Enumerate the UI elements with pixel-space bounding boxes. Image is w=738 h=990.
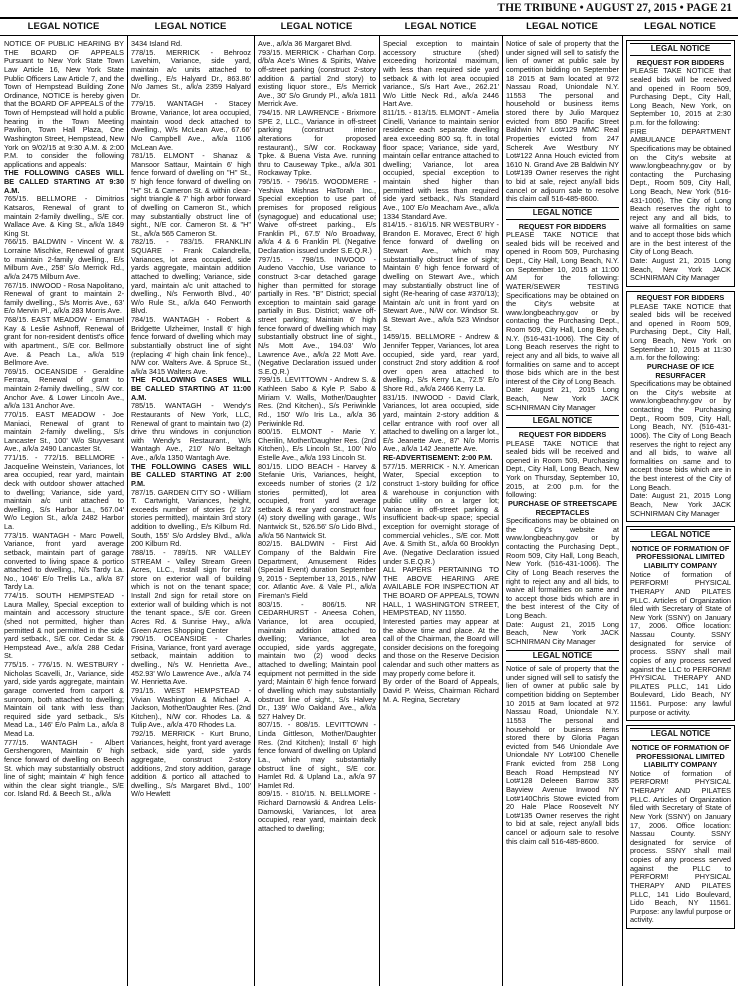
- sale-notice: Notice of sale of property that the under signed will sell to satisfy the lien of owner at public sale by competition bidding on September 18 2015 at 9am located at 972 Nassau Road, Uniondale N.Y. 11553 The personal and household or business items stored there by Julio Marquez evicted from 850 Pacific Street Baldwin NY Lot#129 MMC Real Properties evicted from 247 Scherek Ave Westbury NY Lot#122 Anna Houch evicted from 1610 N. Grand Ave 2B Baldwin NY Lot#139 Owner reserves the right to bid at sale, reject any/all bids cancel or adjourn sale to resolve this claim call 516-485-8600.: [506, 40, 619, 204]
- column-headers: [0, 20, 738, 34]
- case-item: 795/15. - 796/15. WOODMERE - Yeshiva Mishnas HaTorah Inc., Special exception to use part of premises for proposed religious (synagogue) and educational use; Waive off-street parking., E/s Franklin Pl., 67.5' N/o Broadway, a/k/a 4 & 6 Franklin Pl. (Negative Declaration issued under S.E.Q.R.): [258, 177, 376, 255]
- call-time-heading: THE FOLLOWING CASES WILL BE CALLED STARTING AT 2:00 P.M.: [131, 461, 251, 488]
- column-6: [626, 40, 735, 986]
- case-item: 779/15. WANTAGH - Stacey Browne, Variance, lot area occupied, maintain wood deck attached to dwelling., W/s McLean Ave., 67.66' N/o Campbell Ave., a/k/a 1106 McLean Ave.: [131, 99, 251, 152]
- case-item: 577/15. MERRICK - N.Y. American Water, Special exception to construct 1-story building for office & warehouse in conjunction with public utility on a larger lot; Variance in off-street parking & insufficient back-up space; special exception for overnight storage of commercial vehicles., S/E cor. Mott Ave. & Smith St., a/k/a 60 Brooklyn Ave. (Negative Declaration issued under S.E.Q.R.): [383, 461, 499, 566]
- sale-notice: Notice of sale of property that the under signed will sell to satisfy the lien of owner at public sale by competition bidding on September 10 2015 at 9am located at 972 Nassau Road, Uniondale N.Y. 11553 The personal and household or business items stored there by Gloria Pagan evicted from 546 Uniondale Ave Uniondale NY Lot#100 Chenelle Frank evicted from 258 Long Beach Road Hempstead NY Lot#128 Deleeen Barrow 335 Bayview Avenue Inwood NY Lot#140Chris Stowe evicted from 20 Hale Place Roosevelt NY Lot#135 Owner reserves the right to bid at sale, reject any/all bids cancel or adjourn sale to resolve this claim call 516-485-8600.: [506, 664, 619, 846]
- case-item: 770/15. EAST MEADOW - Joe Maniaci, Renewal of grant to maintain 2-family dwelling., S/s Lancaster St., 100' W/o Stuyvesant Ave., a/k/a 2490 Lancaster St.: [4, 409, 124, 454]
- bid-body: PLEASE TAKE NOTICE that sealed bids will be received and opened in Room 509, Purchasing Dept., City Hall, Long Beach, New York on September 10, 2015 at 11:30 a.m. for the following:: [630, 301, 731, 363]
- formation-title: NOTICE OF FORMATION OF PROFESSIONAL LIMITED LIABILITY COMPANY: [631, 543, 730, 570]
- formation-title: NOTICE OF FORMATION OF PROFESSIONAL LIMITED LIABILITY COMPANY: [631, 742, 730, 770]
- bid-item: FIRE DEPARTMENT AMBULANCE: [630, 126, 731, 145]
- column-header: LEGAL NOTICE: [644, 21, 716, 32]
- notice-heading: LEGAL NOTICE: [630, 728, 731, 741]
- case-item: 787/15. GARDEN CITY SO - William T. Cartwright, Variances, height, exceeds number of stories (2 1/2 stories permitted), maintain 3rd story addition to dwelling., E/s Kilburn Rd. South, 155' S/o Ardsley Blvd., a/k/a 200 Kilburn Rd.: [131, 487, 251, 549]
- notice-heading: LEGAL NOTICE: [506, 415, 619, 428]
- case-item: 794/15. NR LAWRENCE - Brixmore SPE 2, LLC., Variance in off-street parking (construct interior alterations for proposed restaurant)., S/W cor. Rockaway Tpke. & Buena Vista Ave. running thru to Causeway Tpke., a/k/a 301 Rockaway Tpke.: [258, 108, 376, 178]
- bid-title: REQUEST FOR BIDDERS: [636, 292, 725, 302]
- bid-signature: Date: August 21, 2015 Long Beach, New York JACK SCHNIRMAN City Manager: [630, 256, 731, 283]
- formation-body: Notice of formation of PERFORM! PHYSICAL THERAPY AND PILATES PLLC. Articles of Organization filed with Secretary of State of New York (SSNY) on January 17, 2006. Office location: Nassau County. SSNY designated for service of process. SSNY shall mail copies of any process served against the PLLC to PERFORM! PHYSICAL THERAPY AND PILATES PLLC, 141 Lido Boulevard, Lido Beach, NY 11561. Purpose: any lawful purpose or activity.: [630, 768, 731, 925]
- column-header: LEGAL NOTICE: [404, 21, 477, 32]
- case-item: 767/15. INWOOD - Rosa Napolitano, Renewal of grant to maintain 2-family dwelling., S/s Morris Ave., 63' E/o Mervin Pl., a/k/a 283 Morris Ave.: [4, 280, 124, 316]
- header-rule: [0, 17, 738, 19]
- column-1: [4, 40, 124, 986]
- case-item: 814/15. - 816/15. NR WESTBURY - Brandon E. Moravec, Erect 6' high fence forward of dwelling on Stewart Ave., which may substantially obstruct line of sight; Maintain 6' high fence forward of dwelling on Stewart Ave., which may substantially obstruct line of sight (Re-hearing of case #370/13); Maintain a/c unit in front yard on Stewart Ave., N/W cor. Windsor St. & Stewart Ave., a/k/a 523 Windsor St.: [383, 220, 499, 333]
- notice-box: [626, 40, 735, 287]
- column-divider: [379, 36, 380, 986]
- bid-signature: Date: August 21, 2015 Long Beach, New York JACK SCHNIRMAN City Manager: [630, 491, 731, 518]
- masthead: THE TRIBUNE • AUGUST 27, 2015 • PAGE 21: [497, 2, 732, 14]
- call-time-heading: THE FOLLOWING CASES WILL BE CALLED STARTING AT 11:00 A.M.: [131, 375, 251, 402]
- case-item: 781/15. ELMONT - Shanaz & Mansoor Sattaur, Maintain 6' high fence forward of dwelling on "H" St., 5' high fence forward of dwelling on "H" St. & Cameron St. & within clear-sight triangle & 7' high arbor forward of dwelling on Cameron St., which may substantially obstruct line of sight., N/E cor. Cameron St. & "H" St., a/k/a 565 Cameron St.: [131, 151, 251, 238]
- papers-notice: ALL PAPERS PERTAINING TO THE ABOVE HEARING ARE AVAILABLE FOR INSPECTION AT THE BOARD OF APPEALS, TOWN HALL, 1 WASHINGTON STREET, HEMPSTEAD, NY 11550.: [383, 565, 499, 618]
- bid-title: REQUEST FOR BIDDERS: [518, 429, 607, 439]
- call-time-heading: RE-ADVERTISEMENT: 2:00 P.M.: [383, 453, 493, 462]
- formation-body: Notice of formation of PERFORM! PHYSICAL THERAPY AND PILATES PLLC. Articles of Organization filed with Secretary of State of New York (SSNY) on January 17, 2006. Office location: Nassau County. SSNY designated for service of process. SSNY shall mail copies of any process served against the LLC to PERFORM! PHYSICAL THERAPY AND PILATES PLLC, 141 Lido Boulevard, Lido Beach, NY 11561. Purpose: any lawful purpose or activity.: [630, 569, 731, 717]
- column-3: [258, 40, 376, 986]
- case-item: 782/15. - 783/15. FRANKLIN SQUARE - Frank Calandrella, Variances, lot area occupied, side yards aggregate, maintain addition attached to dwelling; Variance, side yard, maintain a/c unit attached to dwelling., N/s Fenworth Blvd., 40' W/o Rule St., a/k/a 640 Fenworth Blvd.: [131, 237, 251, 316]
- case-item: 801/15. LIDO BEACH - Harvey & Stefanie Uris, Variances, height, exceeds number of stories (2 1/2 stories permitted), lot area occupied, front yard average setback & rear yard construct four (4) story dwelling with garage., W/s Nantwick St., 526.56' S/o Lido Blvd., a/k/a 56 Nantwick St.: [258, 461, 376, 540]
- column-divider: [622, 36, 623, 986]
- case-item: 800/15. ELMONT - Marie Y. Cherilin, Mother/Daughter Res. (2nd Kitchen)., E/s Lincoln St., 100' N/o Estelle Ave., a/k/a 193 Lincoln St.: [258, 427, 376, 462]
- case-item: 765/15. BELLMORE - Dimitrios Katsaros, Renewal of grant to maintain 2-family dwelling., S/E cor. Wallace Ave. & King St., a/k/a 1849 King St.: [4, 194, 124, 238]
- case-item: 793/15. MERRICK - Charhan Corp. d/b/a Ace's Wines & Spirits, Waive off-street parking (construct 2-story addition & partial 2nd story) to existing liquor store., E/s Merrick Ave., 30' S/o Grundy Pl., a/k/a 1811 Merrick Ave.: [258, 47, 376, 109]
- column-divider: [502, 36, 503, 986]
- column-header: LEGAL NOTICE: [280, 21, 353, 32]
- header-rule-bottom: [0, 35, 738, 36]
- case-item: 773/15. WANTAGH - Marc Powell, Variance, front yard average setback, maintain part of garage converted to living space & portico attached to dwelling., N/s Tardy La. No., 1046' E/o Trellis La., a/k/a 87 Tardy La.: [4, 530, 124, 592]
- case-item: 766/15. BALDWIN - Vincent W. & Lorraine Mischke, Renewal of grant to maintain 2-family dwelling., E/s Milburn Ave., 258' S/o Merrick Rd., a/k/a 2475 Milburn Ave.: [4, 237, 124, 281]
- case-item: 807/15. - 808/15. LEVITTOWN - Linda Gittleson, Mother/Daughter Res. (2nd Kitchen); Install 6' high fence forward of dwelling on Upland La., which may substantially obstruct line of sight., S/E cor. Hamlet Rd. & Upland La., a/k/a 97 Hamlet Rd.: [258, 720, 376, 790]
- case-item: 809/15. - 810/15. N. BELLMORE - Richard Darnowski & Andrea Lelis-Darnowski, Variances, lot area occupied, rear yard, maintain deck attached to dwelling;: [258, 789, 376, 833]
- case-item: 831/15. INWOOD - David Clark, Variances, lot area occupied, side yard, maintain 2-story addition & cellar entrance with roof over all attached to dwelling on a larger lot., E/s Jeanette Ave., 87' N/o Morris Ave., a/k/a 142 Jeanette Ave.: [383, 392, 499, 454]
- case-item: 791/15. WEST HEMPSTEAD - Vivian Washington & Michael A. Jackson, Mother/Daughter Res. (2nd Kitchen)., N/W cor. Rhodes La. & Tulip Ave., a/k/a 470 Rhodes La.: [131, 685, 251, 730]
- case-item: 788/15. - 789/15. NR VALLEY STREAM - Valley Stream Green Acres, LLC., Install sign for retail store on exterior wall of building which is not on the tenant space; Install 2nd sign for retail store on exterior wall of building which is not the tenant space., S/E cor. Green Acres Rd. & Sunrise Hwy., a/k/a Green Acres Shopping Center: [131, 547, 251, 635]
- case-item: 3434 Island Rd.: [131, 40, 183, 48]
- bid-signature: Date: August 21, 2015 Long Beach, New York JACK SCHNIRMAN City Manager: [506, 619, 619, 646]
- column-header: LEGAL NOTICE: [526, 21, 598, 32]
- interested-parties: Interested parties may appear at the above time and place. At the call of the Chairman, the Board will consider decisions on the foregoing and those on the Reserve Decision calendar and such other matters as may properly come before it.: [383, 616, 499, 678]
- bid-item: PURCHASE OF STREETSCAPE RECEPTACLES: [507, 498, 618, 517]
- bid-body: PLEASE TAKE NOTICE that sealed bids will be received and opened in Room 509, Purchasing Dept., City Hall, Long Beach, New York, on September 10, 2015 at 2:30 p.m. for the following:: [630, 66, 731, 127]
- bid-body: Specifications may be obtained on the City's website at www.longbeachny.gov or by contacting the Purchasing Dept., Room 509, City Hall, Long Beach, NY. (516-431-1006). The City of Long Beach reserves the right to reject any and all bids, to waive all formalities on same and to accept those bids which are in the best interest of the City of Long Beach.: [630, 379, 732, 492]
- bid-body: Specifications may be obtained on the City's website at www.longbeachny.gov or by contacting the Purchasing Dept., Room 509, City Hall, Long Beach, New York. (516-431-1006). The City of Long Beach reserves the right to reject any and all bids, to waive all formalities on same and to accept those bids which are in the best interest of the City of Long Beach.: [506, 516, 619, 620]
- column-divider: [254, 36, 255, 986]
- case-item: Ave., a/k/a 36 Margaret Blvd.: [258, 40, 352, 48]
- case-item: 775/15. - 776/15. N. WESTBURY - Nicholas Scavelli, Jr., Variance, side yard, side yards aggregate, maintain garage converted from carport & sunroom, both attached to dwelling; Maintain oil tank with less than required side yard setback., S/s Mead La., 146' E/o Palm La., a/k/a 8 Mead La.: [4, 660, 124, 738]
- case-item: 768/15. EAST MEADOW - Emanuel Kay & Leslie Ashnoff, Renewal of grant for non-resident dentist's office with apartment., S/E cor. Bellmore Ave. & Peach La., a/k/a 519 Bellmore Ave.: [4, 315, 124, 368]
- case-item: 778/15. MERRICK - Behrooz Lavehim, Variance, side yard, maintain a/c units attached to dwelling., E/s Halyard Dr., 863.86' N/o James St., a/k/a 2359 Halyard Dr.: [131, 47, 251, 100]
- bid-body: PLEASE TAKE NOTICE that sealed bids will be received and opened in Room 509, Purchasing Dept., City Hall, Long Beach, New York on Thursday, September 10, 2015, at 2:00 p.m. for the following:: [506, 438, 619, 500]
- case-item: 769/15. OCEANSIDE - Geraldine Ferrara, Renewal of grant to maintain 2-family dwelling., S/W cor. Anchor Ave. & Lower Lincoln Ave., a/k/a 131 Anchor Ave.: [4, 366, 124, 411]
- case-item: Special exception to maintain accessory structure (shed) exceeding horizontal maximum, with less than required side yard setback & with lot area occupied variance., S/s Hart Ave., 262.21' W/o Little Neck Rd., a/k/a 2446 Hart Ave.: [383, 40, 499, 109]
- case-item: 799/15. LEVITTOWN - Andrew S. & Kathleen Sabo & Kyle P. Sabo & Miriam V. Walls, Mother/Daughter Res. (2nd Kitchen)., S/s Periwinkle Rd., 150' W/o Iris La., a/k/a 36 Periwinkle Rd.: [258, 375, 376, 428]
- column-5: [506, 40, 619, 986]
- notice-heading: LEGAL NOTICE: [506, 650, 619, 663]
- case-item: 811/15. - 813/15. ELMONT - Amelia Cinelli, Variance to maintain senior residence each separate dwelling area exceeding 800 sq. ft. in total floor space; Variance, side yard, maintain cellar entrance attached to dwelling; Variance, lot area occupied, special exception to maintain shed higher than permitted with less than required side yard setback., N/s Standard Ave., 100' E/o Meacham Ave., a/k/a 1334 Standard Ave.: [383, 108, 499, 221]
- column-divider: [127, 36, 128, 986]
- case-item: 777/15. WANTAGH - Albert Gershengoren, Maintain 6' high fence forward of dwelling on Beech St. which may substantially obstruct line of sight; maintain 4' high fence within the clear sight triangle., S/E cor. Island Rd. & Beech St., a/k/a: [4, 737, 124, 799]
- bid-title: REQUEST FOR BIDDERS: [636, 57, 725, 67]
- notice-heading: LEGAL NOTICE: [506, 207, 619, 220]
- case-item: 774/15. SOUTH HEMPSTEAD - Laura Malley, Special exception to maintain and accessory structure (shed not permitted, higher than permitted & not permitted in the side yard setback., S/E cor. Cedar St. & Hempstead Ave., a/k/a 288 Cedar St.: [4, 591, 124, 661]
- hearing-intro: NOTICE OF PUBLIC HEARING BY THE BOARD OF APPEALS Pursuant to New York State Town Law Article 16, New York State Public Officers Law Article 7, and the Town of Hempstead Building Zone Ordinance, NOTICE is hereby given that the BOARD OF APPEALS of the Town of Hempstead will hold a public hearing in the Town Meeting Pavilion, Town Hall Plaza, One Washington Street, Hempstead, New York on 9/02/15 at 9:30 A.M. & 2:00 P.M. to consider the following applications and appeals:: [4, 40, 124, 169]
- case-item: 803/15. - 806/15. NR CEDARHURST - Aneesa Cohen, Variance, lot area occupied, maintain addition attached to dwelling; Variance, lot area occupied, side yards aggregate, maintain two (2) wood decks attached to dwelling; Maintain pool equipment not permitted in the side yard; Maintain 6' high fence forward of dwelling which may substantially obstruct line of sight., S/s Halvey Dr., 139' W/o Oakland Ave., a/k/a 527 Halvey Dr.: [258, 599, 376, 721]
- bid-signature: Date: August 21, 2015 Long Beach, New York JACK SCHNIRMAN City Manager: [506, 385, 619, 412]
- case-item: 792/15. MERRICK - Kurt Bruno, Variances, height, front yard average setback, side yard, side yards aggregate, construct 2-story additions, 2nd story addition, garage addition & portico all attached to dwelling., S/s Margaret Blvd., 100' W/o Hewlett: [131, 729, 251, 799]
- case-item: 771/15. - 772/15. BELLMORE - Jacqueline Weinstein, Variances, lot area occupied, rear yard, maintain deck with outdoor shower attached to dwelling; Variance, side yard, maintain a/c unit attached to dwelling., S/s Harbor La., 567.04' W/o Legion St., a/k/a 2482 Harbor La.: [4, 453, 124, 531]
- notice-heading: LEGAL NOTICE: [630, 529, 731, 542]
- bid-body: PLEASE TAKE NOTICE that sealed bids will be received and opened in Room 509, Purchasing Dept., City Hall, Long Beach, N.Y. on September 10, 2015 at 11:00 AM for the following: WATER/SEWER TESTING Specifications may be obtained on the City's website at www.longbeachny.gov or by contacting the Purchasing Dept., Room 509, City Hall, Long Beach, N.Y. (516-431-1006). The City of Long Beach reserves the right to reject any and all bids, to waive all formalities on same and to accept those bids which are in the best interest of the City of Long Beach.: [506, 230, 619, 386]
- notice-box: [626, 725, 735, 929]
- notice-box: [626, 291, 735, 522]
- case-item: 802/15. BALDWIN - First Aid Company of the Baldwin Fire Department, Amusement Rides (Special Event) duration September 9, 2015 - September 13, 2015., N/W cor. Atlantic Ave. & Vale Pl., a/k/a Fireman's Field: [258, 539, 376, 600]
- column-header: LEGAL NOTICE: [154, 21, 227, 32]
- case-item: 785/15. WANTAGH - Wendy's Restaurants of New York, LLC, Renewal of grant to maintain two (2) drive thru windows in conjunction with Wendy's Restaurant., W/s Wantagh Ave., 210' N/o Beltagh Ave., a/k/a 1350 Wantagh Ave.: [131, 401, 251, 462]
- notice-box: [626, 526, 735, 721]
- bid-item: PURCHASE OF ICE RESURFACER: [646, 361, 715, 380]
- column-4: [383, 40, 499, 986]
- column-2: [131, 40, 251, 986]
- board-signature: By order of the Board of Appeals, David P. Weiss, Chairman Richard M. A. Regina, Secretary: [383, 677, 499, 704]
- bid-title: REQUEST FOR BIDDERS: [518, 221, 607, 231]
- case-item: 784/15. WANTAGH - Robert & Bridgette Ulzheimer, Install 6' high fence forward of dwelling which may substantially obstruct line of sight (replacing 4' high chain link fence)., N/W cor. Walters Ave. & Spruce St., a/k/a 3415 Walters Ave.: [131, 315, 251, 376]
- call-time-heading: THE FOLLOWING CASES WILL BE CALLED STARTING AT 9:30 A.M.: [4, 168, 124, 195]
- case-item: 1459/15. BELLMORE - Andrew & Jennifer Tepper, Variances, lot area occupied, side yard, rear yard, construct 2nd story addition & roof over open area attached to dwelling., S/s Kerry La., 72.5' E/o Shore Rd., a/k/a 2466 Kerry La.: [383, 332, 499, 393]
- case-item: 790/15. OCEANSIDE - Charles Frisina, Variance, front yard average setback, maintain addition to dwelling., N/s W. Henrietta Ave., 452.93' W/o Lawrence Ave., a/k/a 74 W. Henrietta Ave.: [131, 634, 251, 687]
- column-header: LEGAL NOTICE: [27, 21, 100, 32]
- notice-heading: LEGAL NOTICE: [630, 43, 731, 56]
- case-item: 797/15. - 798/15. INWOOD - Audeno Vacchio, Use variance to construct 3-car detached garage higher than permitted for storage partially in Res. "B" District; special exception to maintain said garage partially in Bus. District; waive off-street parking; Maintain 6' high fence forward of dwelling which may substantially obstruct line of sight., N/s Mott Ave., 194.03' W/o Lawrence Ave., a/k/a 22 Mott Ave. (Negative Declaration issued under S.E.Q.R.): [258, 254, 376, 376]
- bid-body: Specifications may be obtained on the City's website at www.longbeachny.gov or by contacting the Purchasing Dept., Room 509, City Hall, Long Beach, New York (516-431-1006). The City of Long Beach reserves the right to reject any and all bids, to waive all formalities on same and to accept those bids which are in the best interest of the City of Long Beach.: [630, 143, 732, 257]
